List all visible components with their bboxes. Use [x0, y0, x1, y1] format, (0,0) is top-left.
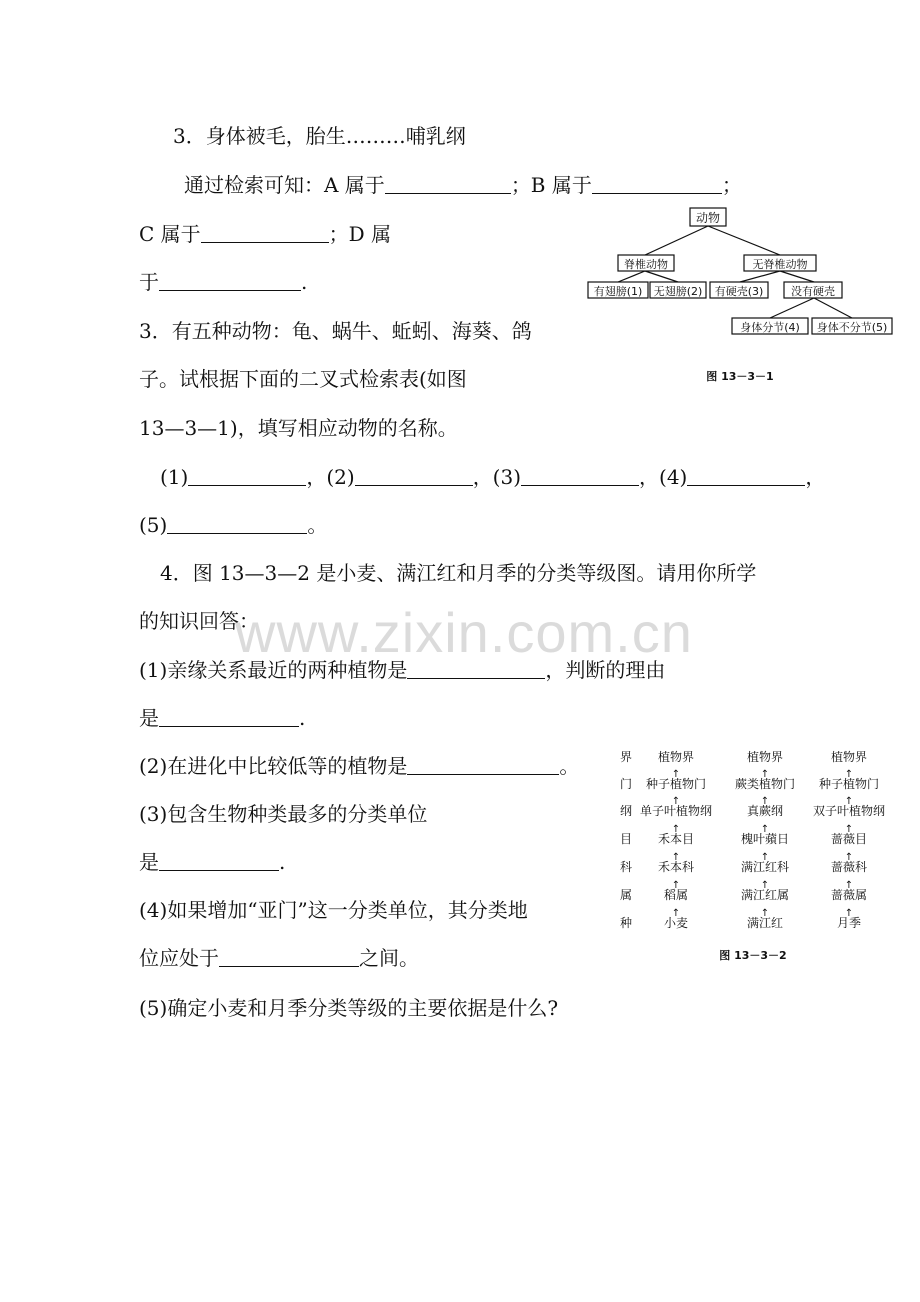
- blank-q4-4[interactable]: [219, 946, 359, 967]
- fig2-up-arrow-icon: ↑: [760, 880, 770, 891]
- fig2-taxon-3: 植物界: [830, 750, 868, 764]
- fig2-up-arrow-icon: ↑: [671, 824, 681, 835]
- fig2-taxon-2: 满江红: [746, 916, 784, 930]
- figure-13-3-1: [580, 200, 900, 390]
- fig2-taxon-3: 种子植物门: [818, 777, 880, 791]
- fig2-up-arrow-icon: ↑: [671, 908, 681, 919]
- fig2-rank-label: 纲: [619, 804, 633, 818]
- blank-d[interactable]: [159, 270, 301, 291]
- fig2-up-arrow-icon: ↑: [844, 908, 854, 919]
- fig2-taxon-3: 蔷薇属: [830, 888, 868, 902]
- fig2-taxon-2: 满江红属: [740, 888, 790, 902]
- fig2-taxon-1: 稻属: [663, 888, 689, 902]
- line-q4-4-blank: 位应处于 之间。: [139, 946, 419, 970]
- line-q3-text2: 子。试根据下面的二叉式检索表(如图: [139, 367, 467, 391]
- fig2-up-arrow-icon: ↑: [844, 769, 854, 780]
- line-3-mammal: 3．身体被毛，胎生………哺乳纲: [173, 124, 466, 148]
- fig1-winged: 有翅膀(1): [593, 285, 643, 298]
- fig2-rank-label: 属: [619, 888, 633, 902]
- line-q3-text1: 3．有五种动物：龟、蜗牛、蚯蚓、海葵、鸽: [139, 319, 532, 343]
- line-q4-5: (5)确定小麦和月季分类等级的主要依据是什么?: [139, 996, 559, 1020]
- watermark: www.zixin.com.cn: [235, 601, 693, 664]
- fig1-caption: 图 13－3－1: [706, 370, 774, 383]
- line-q4-3: (3)包含生物种类最多的分类单位: [139, 802, 428, 826]
- fig1-hard-shell: 有硬壳(3): [714, 285, 764, 298]
- fig2-rank-label: 目: [619, 832, 633, 846]
- blank-1[interactable]: [188, 465, 306, 486]
- line-c-d: C 属于 ；D 属: [139, 222, 392, 246]
- fig2-taxon-3: 蔷薇科: [830, 860, 868, 874]
- blank-b[interactable]: [592, 173, 722, 194]
- fig1-no-shell: 没有硬壳: [791, 285, 835, 298]
- line-q4-1: (1)亲缘关系最近的两种植物是 ，判断的理由: [139, 658, 666, 682]
- line-q4-text2: 的知识回答：: [139, 609, 259, 633]
- fig2-taxon-2: 满江红科: [740, 860, 790, 874]
- fig2-taxon-1: 小麦: [663, 916, 689, 930]
- fig1-vertebrate: 脊椎动物: [624, 258, 668, 271]
- fig2-taxon-3: 月季: [836, 916, 862, 930]
- blank-3[interactable]: [521, 465, 639, 486]
- fig2-up-arrow-icon: ↑: [844, 824, 854, 835]
- line-key-result: 通过检索可知：A 属于 ；B 属于 ；: [184, 173, 742, 197]
- fig2-up-arrow-icon: ↑: [844, 880, 854, 891]
- blank-q4-3[interactable]: [159, 850, 279, 871]
- blank-4[interactable]: [687, 465, 805, 486]
- blank-5[interactable]: [167, 513, 307, 534]
- line-q4-1-reason: 是 .: [139, 706, 306, 730]
- blank-2[interactable]: [355, 465, 473, 486]
- line-q4-3-blank: 是 .: [139, 850, 286, 874]
- line-q4-2: (2)在进化中比较低等的植物是 。: [139, 754, 580, 778]
- line-q4-4: (4)如果增加“亚门”这一分类单位，其分类地: [139, 898, 528, 922]
- blank-reason[interactable]: [159, 706, 299, 727]
- fig1-root: 动物: [695, 211, 721, 225]
- fig1-segmented: 身体分节(4): [740, 321, 800, 334]
- fig2-taxon-1: 种子植物门: [645, 777, 707, 791]
- line-d-blank: 于 .: [139, 270, 308, 294]
- fig2-taxon-3: 双子叶植物纲: [812, 804, 886, 818]
- fig2-taxon-3: 蔷薇目: [830, 832, 868, 846]
- fig2-up-arrow-icon: ↑: [844, 852, 854, 863]
- blank-a[interactable]: [385, 173, 511, 194]
- fig1-wingless: 无翅膀(2): [653, 285, 703, 298]
- fig2-rank-label: 科: [619, 860, 633, 874]
- fig1-invertebrate: 无脊椎动物: [752, 258, 808, 271]
- fig1-unsegmented: 身体不分节(5): [816, 321, 888, 334]
- fig2-taxon-1: 禾本科: [657, 860, 695, 874]
- fig2-rank-label: 种: [619, 916, 633, 930]
- fig2-taxon-2: 真蕨纲: [746, 804, 784, 818]
- fig2-taxon-1: 单子叶植物纲: [639, 804, 713, 818]
- fig2-up-arrow-icon: ↑: [760, 908, 770, 919]
- line-q3-blank5: (5) 。: [139, 513, 328, 537]
- fig2-taxon-2: 植物界: [746, 750, 784, 764]
- fig2-up-arrow-icon: ↑: [760, 769, 770, 780]
- fig2-up-arrow-icon: ↑: [760, 796, 770, 807]
- fig2-taxon-2: 蕨类植物门: [734, 777, 796, 791]
- line-q3-blanks: (1) ，(2) ，(3) ，(4) ，: [160, 465, 826, 489]
- fig2-up-arrow-icon: ↑: [671, 880, 681, 891]
- line-q4-text1: 4．图 13—3—2 是小麦、满江红和月季的分类等级图。请用你所学: [160, 561, 757, 585]
- fig2-taxon-1: 禾本目: [657, 832, 695, 846]
- figure-13-3-2: [610, 745, 900, 970]
- blank-q4-2[interactable]: [407, 754, 559, 775]
- line-q3-text3: 13—3—1)，填写相应动物的名称。: [139, 416, 458, 440]
- fig2-taxon-2: 槐叶蘋日: [740, 832, 790, 846]
- blank-q4-1[interactable]: [407, 658, 545, 679]
- fig2-rank-label: 门: [619, 777, 633, 791]
- fig2-up-arrow-icon: ↑: [844, 796, 854, 807]
- fig2-rank-label: 界: [619, 750, 633, 764]
- fig2-caption: 图 13－3－2: [719, 949, 787, 962]
- blank-c[interactable]: [201, 222, 329, 243]
- fig2-up-arrow-icon: ↑: [760, 824, 770, 835]
- fig2-up-arrow-icon: ↑: [671, 769, 681, 780]
- fig2-up-arrow-icon: ↑: [671, 852, 681, 863]
- fig2-taxon-1: 植物界: [657, 750, 695, 764]
- fig2-up-arrow-icon: ↑: [760, 852, 770, 863]
- fig2-up-arrow-icon: ↑: [671, 796, 681, 807]
